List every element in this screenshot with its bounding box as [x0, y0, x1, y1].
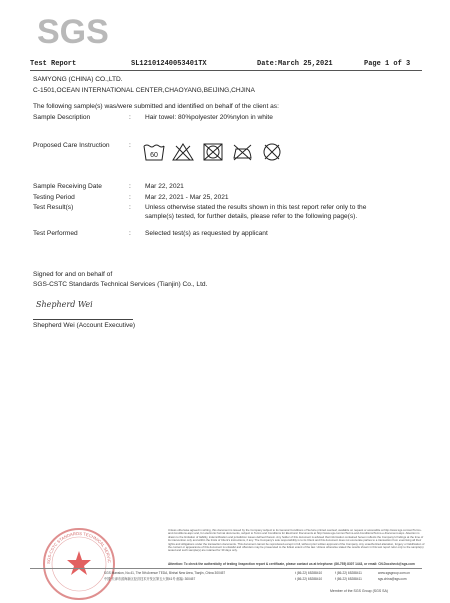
- client-address: C-1501,OCEAN INTERNATIONAL CENTER,CHAOYANG,BEIJING,CHJINA: [33, 87, 255, 94]
- test-report-label: Test Report: [30, 60, 77, 68]
- testing-period-value: Mar 22, 2021 - Mar 25, 2021: [145, 194, 229, 201]
- care-instruction-label: Proposed Care Instruction: [33, 142, 110, 149]
- do-not-iron-icon: [231, 142, 253, 162]
- page-indicator: Page 1 of 3: [364, 60, 411, 68]
- testing-period-label: Testing Period: [33, 194, 75, 201]
- website: www.sgsgroup.com.cn: [378, 571, 410, 575]
- signature-script: Shepherd Wei: [36, 300, 93, 309]
- do-not-bleach-icon: [172, 142, 194, 162]
- sample-description-label: Sample Description: [33, 114, 91, 121]
- colon: :: [129, 204, 131, 211]
- do-not-tumble-dry-icon: [202, 142, 224, 162]
- report-number: SL12101240053401TX: [131, 60, 207, 68]
- test-results-line-1: Unless otherwise stated the results shown in this test report refer only to the: [145, 204, 367, 211]
- receiving-date-label: Sample Receiving Date: [33, 183, 102, 190]
- terms-fine-print: Unless otherwise agreed in writing, this document is issued by the Company subject to its General Conditions of Service printed overleaf, available on request or accessible at http://www.sgs.com/en/Terms-and-Conditions.aspx and, for electronic format documents, subject to Terms and Conditions for Electronic Documents at http://www.sgs.com/en/Terms-and-Conditions/Terms-e-Document.aspx. Attention is drawn to the limitation of liability, indemnification and jurisdiction issues defined therein. Any holder of this document is advised that information contained hereon reflects the Company's findings at the time of its intervention only and within the limits of Client's instructions, if any. The Company's sole responsibility is to its Client and this document does not exonerate parties to a transaction from exercising all their rights and obligations under the transaction documents. This document cannot be reproduced except in full, without prior written approval of the Company. Any unauthorized alteration, forgery or falsification of the content or appearance of this document is unlawful and offenders may be prosecuted to the fullest extent of the law. Unless otherwise stated the results shown in this test report refer only to the sample(s) tested and such sample(s) are retained for 30 days only.: [168, 528, 425, 553]
- receiving-date-value: Mar 22, 2021: [145, 183, 184, 190]
- address-en: SGS Mansion, No.41, The 5th Avenue TEDA, Binhai New Area, Tianjin, China 300457: [104, 571, 226, 575]
- wash-60-icon: [143, 142, 165, 162]
- tel-1: t (86-22) 65288410: [295, 571, 323, 575]
- sgs-logo: [33, 10, 111, 50]
- intro-text: The following sample(s) was/were submitted and identified on behalf of the client as:: [33, 103, 279, 110]
- colon: :: [129, 114, 131, 121]
- care-symbols: [143, 142, 286, 162]
- header-rule: [30, 70, 422, 71]
- fax-1: f (86-22) 65288411: [335, 571, 362, 575]
- footer-rule: [30, 568, 422, 569]
- company-seal: [40, 525, 118, 603]
- wash-temp: 60: [150, 152, 158, 159]
- test-results-label: Test Result(s): [33, 204, 74, 211]
- colon: :: [129, 183, 131, 190]
- test-performed-label: Test Performed: [33, 230, 78, 237]
- handwritten-signature: [34, 293, 94, 315]
- tel-2: t (86-22) 65288410: [295, 577, 323, 581]
- seal-text: SGS-CSTC STANDARDS TECHNICAL SERVIC: [45, 530, 113, 565]
- report-date: Date:March 25,2021: [257, 60, 333, 68]
- colon: :: [129, 142, 131, 149]
- test-performed-value: Selected test(s) as requested by applicant: [145, 230, 268, 237]
- colon: :: [129, 230, 131, 237]
- email: sgs.china@sgs.com: [378, 577, 407, 581]
- colon: :: [129, 194, 131, 201]
- member-text: Member of the SGS Group (SGS SA): [330, 589, 388, 593]
- fax-2: f (86-22) 65288411: [335, 577, 362, 581]
- signing-company: SGS-CSTC Standards Technical Services (Tianjin) Co., Ltd.: [33, 281, 208, 288]
- signed-for-text: Signed for and on behalf of: [33, 271, 113, 278]
- signature-line: [33, 319, 133, 320]
- test-results-line-2: sample(s) tested, for further details, please refer to the following page(s).: [145, 213, 358, 220]
- sample-description-value: Hair towel: 80%polyester 20%nylon in white: [145, 114, 273, 121]
- signer-name: Shepherd Wei (Account Executive): [33, 322, 136, 329]
- do-not-dry-clean-icon: [261, 142, 283, 162]
- client-name: SAMYONG (CHINA) CO.,LTD.: [33, 76, 123, 83]
- attention-notice: Attention: To check the authenticity of testing /inspection report & certificate, please contact us at telephone: (86-755) 8307 1443, or email: CN.Doccheck@sgs.com: [168, 562, 415, 566]
- logo-text: SGS: [37, 13, 109, 50]
- address-cn: 中国·天津市滨海新区经济技术开发区第五大街41号 邮编: 300457: [104, 577, 196, 581]
